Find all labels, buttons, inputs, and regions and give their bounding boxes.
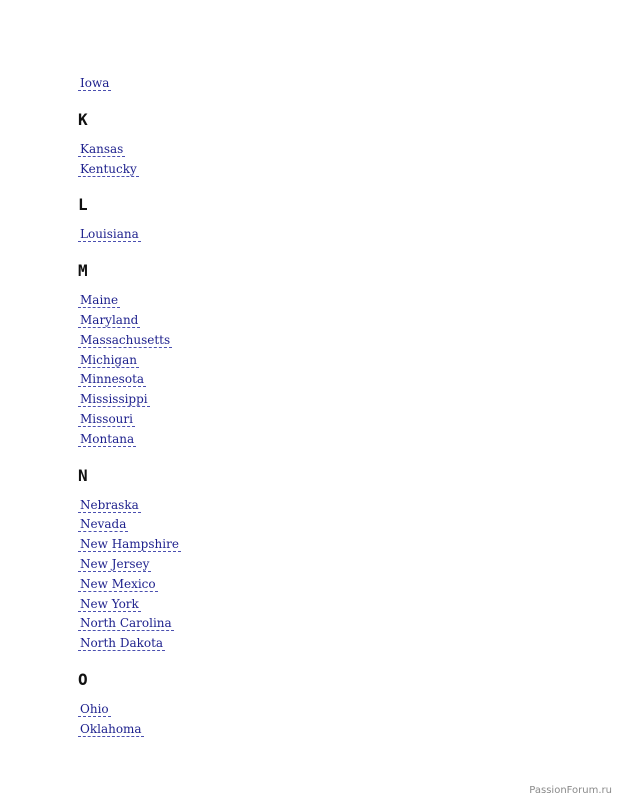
state-link[interactable]: Minnesota <box>80 372 145 387</box>
state-index <box>78 76 558 742</box>
state-link[interactable]: Kansas <box>80 141 124 156</box>
state-link[interactable]: Nevada <box>80 517 127 532</box>
list-item <box>78 333 558 353</box>
letter-group <box>78 195 558 247</box>
section-letter-heading: M <box>78 261 88 281</box>
letter-group <box>78 261 558 451</box>
state-link[interactable]: Louisiana <box>80 227 139 242</box>
state-link[interactable]: Mississippi <box>80 392 148 407</box>
list-item <box>78 702 558 722</box>
state-link[interactable]: New Mexico <box>80 576 156 591</box>
state-link[interactable]: Massachusetts <box>80 332 171 347</box>
list-item <box>78 293 558 313</box>
state-link[interactable]: Montana <box>80 431 135 446</box>
list-item <box>78 313 558 333</box>
letter-group <box>78 670 558 742</box>
list-item <box>78 597 558 617</box>
state-link[interactable]: New York <box>80 596 139 611</box>
state-link[interactable]: Kentucky <box>80 161 137 176</box>
list-item <box>78 616 558 636</box>
watermark: PassionForum.ru <box>529 785 612 796</box>
list-item <box>78 392 558 412</box>
letter-group <box>78 466 558 656</box>
state-link[interactable]: North Dakota <box>80 636 164 651</box>
state-link[interactable]: North Carolina <box>80 616 172 631</box>
letter-group <box>78 110 558 182</box>
list-item <box>78 412 558 432</box>
state-groups <box>78 76 558 742</box>
list-item <box>78 537 558 557</box>
list-item <box>78 517 558 537</box>
state-link[interactable]: Iowa <box>80 76 110 90</box>
list-item <box>78 432 558 452</box>
state-link[interactable]: Nebraska <box>80 497 139 512</box>
section-letter-heading: N <box>78 465 88 485</box>
letter-group <box>78 76 558 96</box>
section-letter-heading: L <box>78 195 88 215</box>
state-link[interactable]: New Hampshire <box>80 537 179 552</box>
list-item <box>78 227 558 247</box>
list-item <box>78 162 558 182</box>
state-link[interactable]: Missouri <box>80 411 133 426</box>
state-link[interactable]: Oklahoma <box>80 721 142 736</box>
state-link[interactable]: Ohio <box>80 701 109 716</box>
section-letter-heading: O <box>78 669 88 689</box>
list-item <box>78 557 558 577</box>
list-item <box>78 498 558 518</box>
state-link[interactable]: Maine <box>80 293 119 308</box>
section-letter-heading: K <box>78 109 88 129</box>
list-item <box>78 142 558 162</box>
state-link[interactable]: Maryland <box>80 312 139 327</box>
state-link[interactable]: New Jersey <box>80 556 150 571</box>
list-item <box>78 722 558 742</box>
list-item <box>78 353 558 373</box>
list-item <box>78 76 558 96</box>
list-item <box>78 372 558 392</box>
state-link[interactable]: Michigan <box>80 352 137 367</box>
list-item <box>78 636 558 656</box>
list-item <box>78 577 558 597</box>
